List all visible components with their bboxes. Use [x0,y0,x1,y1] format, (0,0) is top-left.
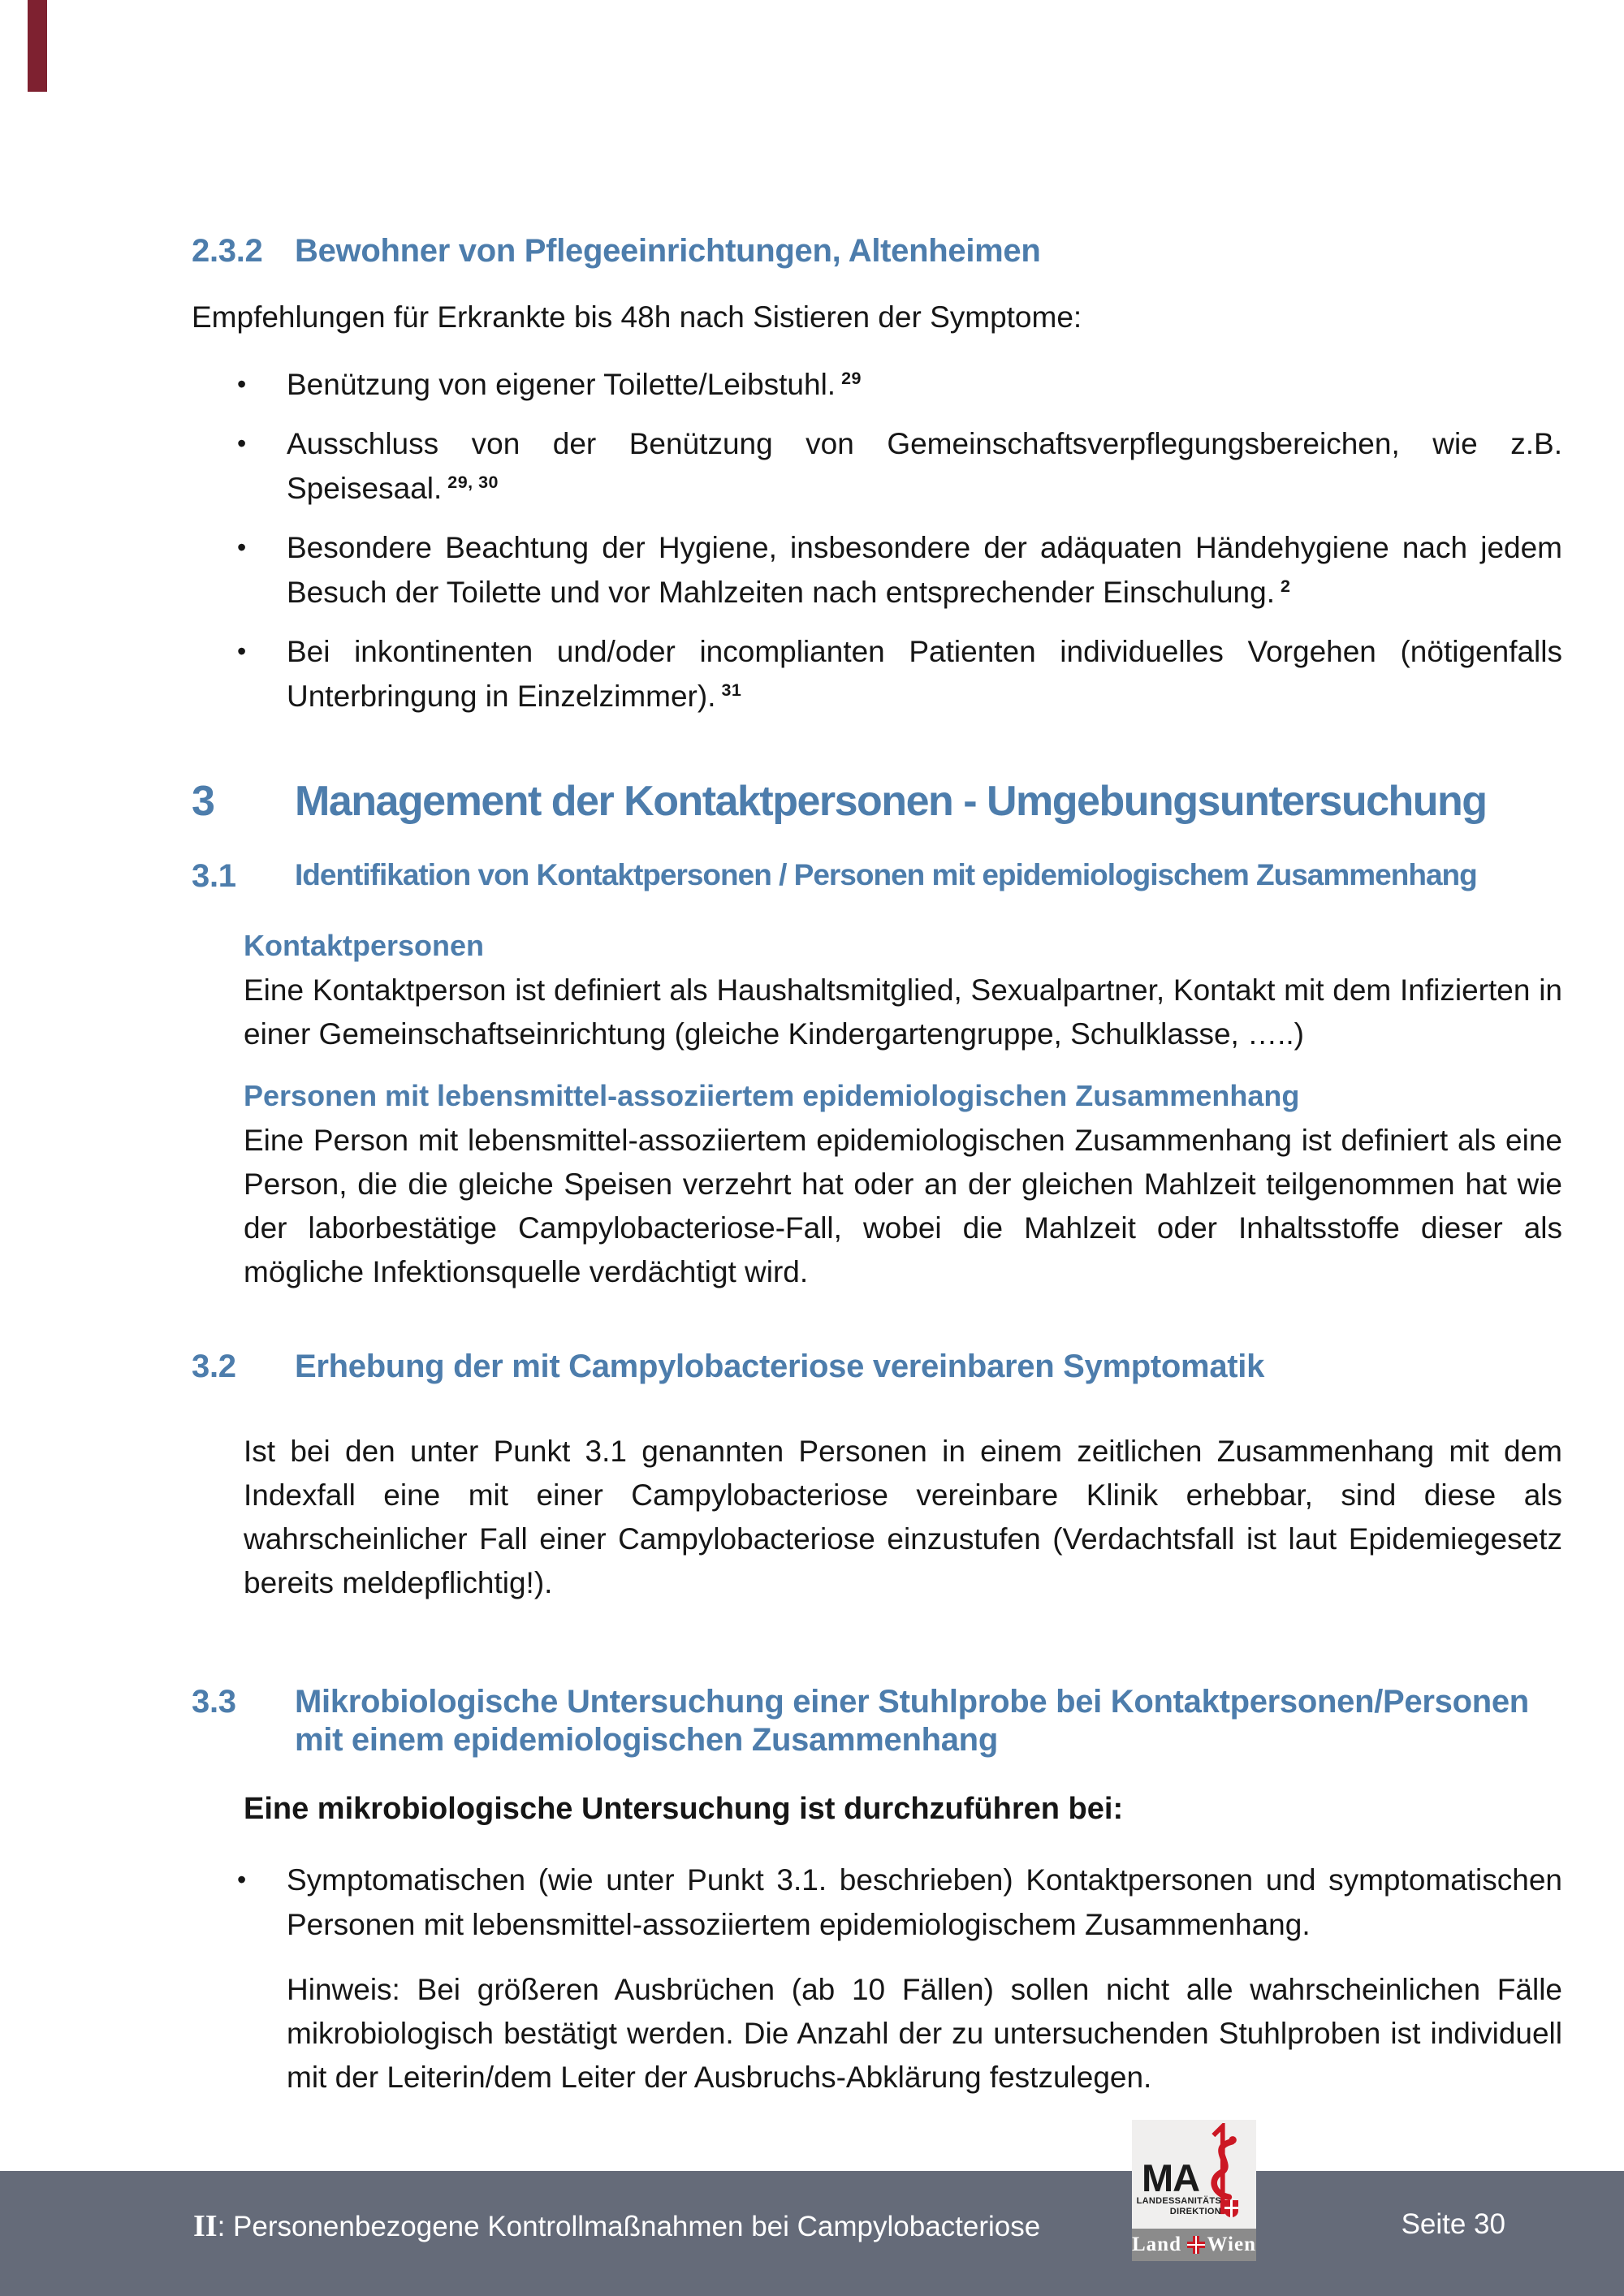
section-3-2-heading [192,1348,1562,1386]
footnote-ref: 29 [841,368,862,388]
section-3-2-paragraph: Ist bei den unter Punkt 3.1 genannten Personen in einem zeitlichen Zusammenhang mit dem Indexfall eine mit einer Campylobacteriose vereinbare Klinik erhebbar, sind diese als wahrscheinlicher Fall einer Campylobacteriose einzustufen (Verdachtsfall ist laut Epidemiegesetz bereits meldepflichtig!). [244,1434,1562,1599]
org-name [1132,2196,1221,2217]
footnote-ref: 2 [1280,576,1291,596]
section-number: 3.3 [192,1683,236,1720]
list-item [237,525,1562,615]
chapter-color-tab [28,0,47,92]
section-number: 2.3.2 [192,233,263,269]
paragraph-lebensmittel: Eine Person mit lebensmittel-assoziiertem epidemiologischen Zusammenhang ist definiert als eine Person, die die gleiche Speisen verzehrt hat oder an der gleichen Mahlzeit teilgenommen hat wie der laborbestätige Campylobacteriose-Fall, wobei die Mahlzeit oder Inhaltsstoffe dieser als mögliche Infektionsquelle verdächtigt wird. [244,1123,1562,1288]
section-title: Management der Kontaktpersonen - Umgebungsuntersuchung [295,778,1487,826]
section-3-1-heading [192,857,1562,896]
footer-chapter-label [193,2208,1040,2244]
ma15-logo [1132,2120,1256,2261]
ma15-logo-box [1132,2120,1256,2229]
page-number: Seite 30 [1401,2208,1505,2240]
footer-bar [0,2171,1624,2296]
section-2-3-2-intro: Empfehlungen für Erkrankte bis 48h nach Sistieren der Symptome: [192,300,1082,334]
bullet-text: Bei inkontinenten und/oder incomplianten Patienten individuelles Vorgehen (nötigenfalls Unterbringung in Einzelzimmer). [287,635,1562,714]
footer-roman-numeral: II [193,2209,218,2243]
section-3-3-heading [192,1683,1562,1759]
section-title: Mikrobiologische Untersuchung einer Stuhlprobe bei Kontaktpersonen/Personen mit einem epidemiologischen Zusammenhang [295,1683,1529,1758]
section-number: 3 [192,778,215,826]
section-2-3-2-heading [192,232,1562,270]
section-2-3-2-bullet-list [237,362,1562,719]
section-title: Identifikation von Kontaktpersonen / Personen mit epidemiologischem Zusammenhang [295,858,1477,892]
footnote-ref: 29, 30 [447,472,499,492]
org-line-2: DIREKTION [1169,2207,1221,2216]
bullet-text: Symptomatischen (wie unter Punkt 3.1. beschrieben) Kontaktpersonen und symptomatischen Personen mit lebensmittel-assoziiertem epidemiologischem Zusammenhang. [287,1863,1562,1942]
paragraph-kontaktpersonen: Eine Kontaktperson ist definiert als Haushaltsmitglied, Sexualpartner, Kontakt mit dem Infizierten in einer Gemeinschaftseinrichtung (gleiche Kindergartengruppe, Schulklasse, …..) [244,973,1562,1051]
list-item [237,1858,1562,1947]
list-item [237,629,1562,719]
page-content [192,232,1562,2100]
section-title: Erhebung der mit Campylobacteriose vereinbaren Symptomatik [295,1348,1265,1384]
wien-shield-icon [1224,2200,1238,2217]
banner-word-land: Land [1132,2233,1181,2255]
footnote-ref: 31 [721,680,742,700]
section-title: Bewohner von Pflegeeinrichtungen, Altenheimen [295,233,1041,269]
section-3-3-bullet-list [237,1858,1562,1947]
footer-label-text: : Personenbezogene Kontrollmaßnahmen bei Campylobacteriose [217,2211,1041,2242]
bullet-text: Besondere Beachtung der Hygiene, insbesondere der adäquaten Händehygiene nach jedem Besuch der Toilette und vor Mahlzeiten nach entsprechender Einschulung. [287,531,1562,610]
ma-lettering: MA [1142,2156,1200,2199]
banner-word-wien: Wien [1207,2233,1256,2255]
land-wien-banner [1132,2229,1256,2261]
section-3-3-lead: Eine mikrobiologische Untersuchung ist durchzuführen bei: [244,1792,1124,1827]
section-number: 3.2 [192,1348,236,1384]
section-3-3-note: Hinweis: Bei größeren Ausbrüchen (ab 10 Fällen) sollen nicht alle wahrscheinlichen Fälle mikrobiologisch bestätigt werden. Die Anzahl der zu untersuchenden Stuhlproben ist individuell mit der Leiterin/dem Leiter der Ausbruchs-Abklärung festzulegen. [287,1973,1562,2095]
section-number: 3.1 [192,858,236,895]
section-3-heading [192,779,1562,825]
subheading-lebensmittel: Personen mit lebensmittel-assoziiertem epidemiologischen Zusammenhang [244,1078,1300,1112]
bullet-text: Ausschluss von der Benützung von Gemeinschaftsverpflegungsbereichen, wie z.B. Speisesaal. [287,427,1562,506]
org-line-1: LANDESSANITÄTS [1136,2196,1221,2206]
bullet-text: Benützung von eigener Toilette/Leibstuhl. [287,368,836,402]
list-item [237,362,1562,407]
wien-cross-icon [1187,2236,1202,2254]
list-item [237,421,1562,511]
subheading-kontaktpersonen: Kontaktpersonen [244,928,485,962]
